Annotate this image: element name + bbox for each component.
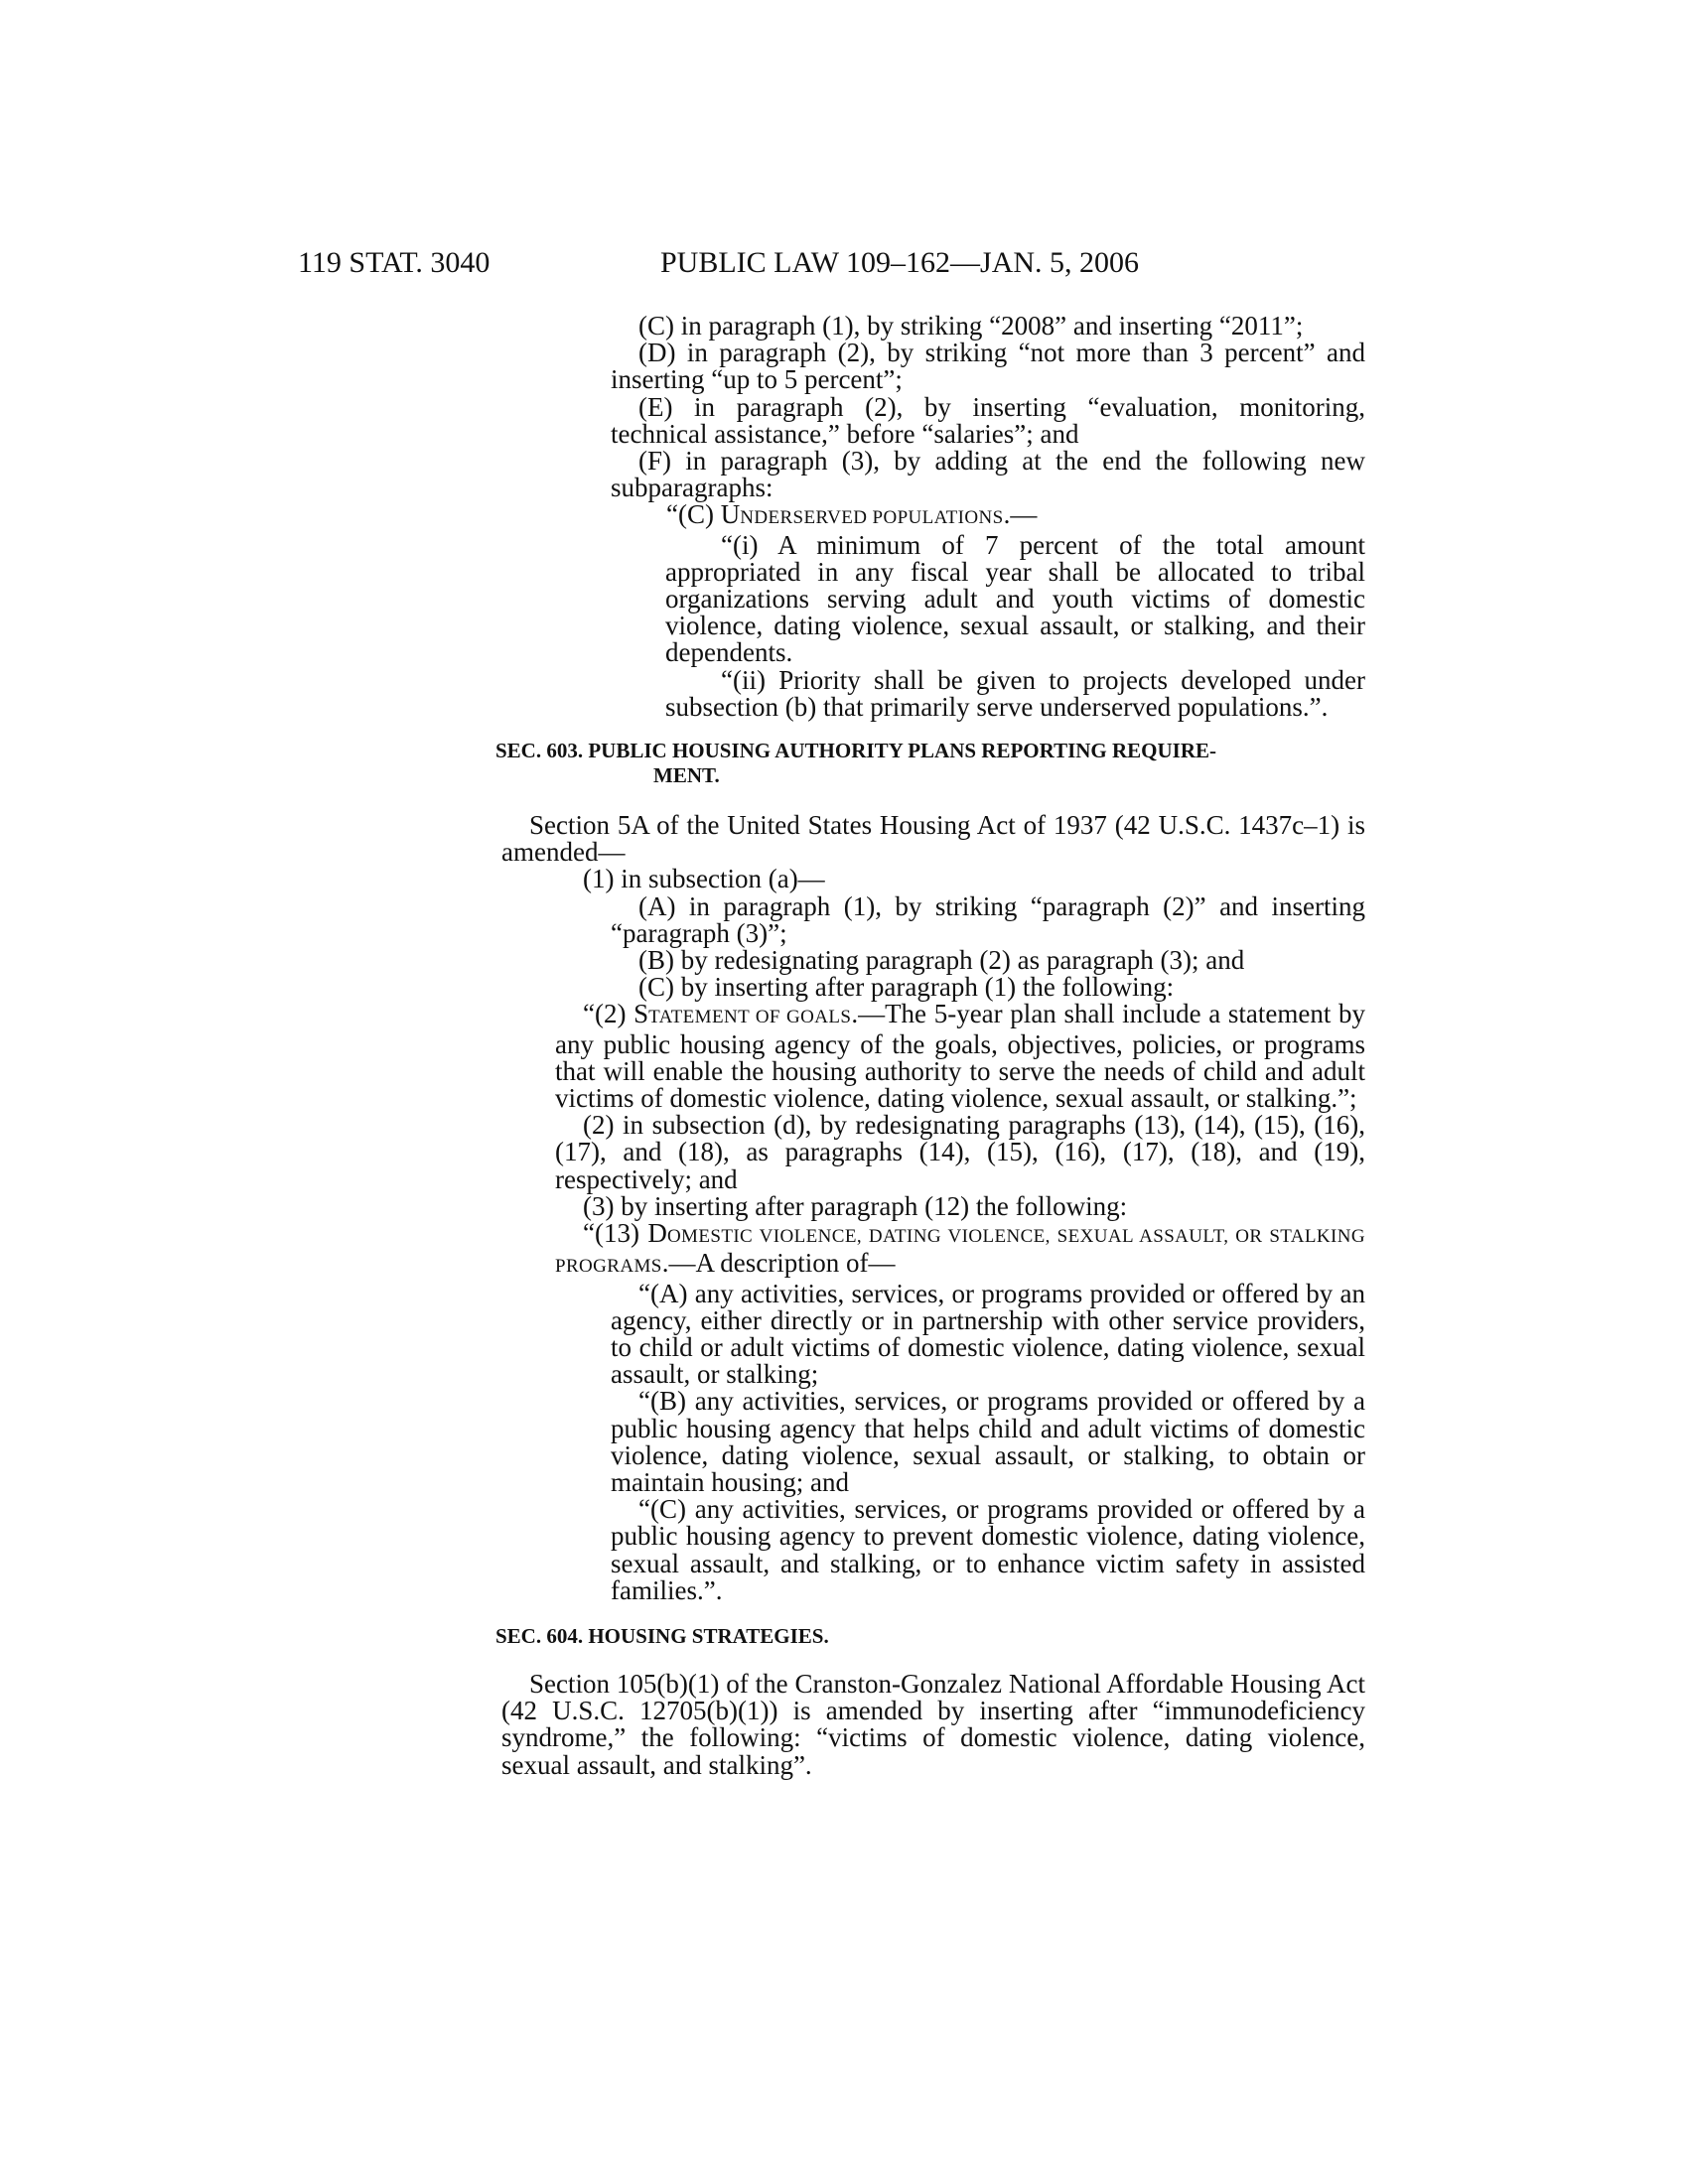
page-header — [0, 246, 1688, 286]
paragraph-3: (3) by inserting after paragraph (12) the following: — [583, 1190, 1128, 1221]
paragraph-1-c: (C) by inserting after paragraph (1) the following: — [638, 972, 1175, 1003]
section-603-heading: SEC. 603. PUBLIC HOUSING AUTHORITY PLANS REPORTING REQUIRE- MENT. — [495, 739, 1217, 788]
section-604-heading: SEC. 604. HOUSING STRATEGIES. — [495, 1623, 829, 1648]
paragraph-1: (1) in subsection (a)— — [583, 864, 825, 894]
paragraph-1-a: (A) in paragraph (1), by striking “paragraph (2)” and inserting “paragraph (3)”; — [611, 890, 1365, 948]
statute-page-number: 119 STAT. 3040 — [298, 246, 491, 279]
section-603-intro: Section 5A of the United States Housing Act of 1937 (42 U.S.C. 1437c–1) is amended— — [501, 810, 1365, 868]
running-title: PUBLIC LAW 109–162—JAN. 5, 2006 — [660, 246, 1140, 279]
subparagraph-d: (D) in paragraph (2), by striking “not more than 3 percent” and inserting “up to 5 percent”; — [611, 338, 1365, 395]
program-c: “(C) any activities, services, or programs provided or offered by a public housing agency to prevent domestic violence, dating violence, sexual assault, and stalking, or to enhance victim safety in assisted families.”. — [611, 1494, 1365, 1605]
document-body — [495, 311, 1366, 1780]
statement-of-goals: “(2) STATEMENT OF GOALS.—The 5-year plan shall include a statement by any public housing agency of the goals, objectives, policies, or programs that will enable the housing authority to serve the needs of child and adult victims of domestic violence, dating violence, sexual assault, or stalking.”; — [555, 999, 1366, 1114]
clause-i: “(i) A minimum of 7 percent of the total amount appropriated in any fiscal year shall be allocated to tribal organizations serving adult and youth victims of domestic violence, dating violence, sexual assault, or stalking, and their dependents. — [665, 529, 1365, 668]
program-b: “(B) any activities, services, or programs provided or offered by a public housing agency that helps child and adult victims of domestic violence, dating violence, sexual assault, or stalking, to obtain or maintain housing; and — [611, 1386, 1365, 1497]
subparagraph-e: (E) in paragraph (2), by inserting “evaluation, monitoring, technical assistance,” before “salaries”; and — [611, 391, 1365, 449]
paragraph-1-b: (B) by redesignating paragraph (2) as paragraph (3); and — [638, 945, 1245, 976]
subparagraph-c: (C) in paragraph (1), by striking “2008” and inserting “2011”; — [638, 311, 1304, 341]
clause-ii: “(ii) Priority shall be given to projects developed under subsection (b) that primarily serve underserved populations.”. — [665, 664, 1365, 722]
subparagraph-f: (F) in paragraph (3), by adding at the end the following new subparagraphs: — [611, 446, 1365, 503]
underserved-heading: “(C) UNDERSERVED POPULATIONS.— — [666, 499, 1038, 530]
program-a: “(A) any activities, services, or programs provided or offered by an agency, either directly or in partnership with other service providers, to child or adult victims of domestic violence, dating violence, sexual assault, or stalking; — [611, 1278, 1365, 1390]
domestic-violence-programs: “(13) DOMESTIC VIOLENCE, DATING VIOLENCE, SEXUAL ASSAULT, OR STALKING PROGRAMS.—A description of— — [555, 1218, 1366, 1279]
paragraph-2: (2) in subsection (d), by redesignating paragraphs (13), (14), (15), (16), (17), and (18), as paragraphs (14), (15), (16), (17), (18), and (19), respectively; and — [555, 1110, 1365, 1194]
section-604-text: Section 105(b)(1) of the Cranston-Gonzalez National Affordable Housing Act (42 U.S.C. 12705(b)(1)) is amended by inserting after “immunodeficiency syndrome,” the following: “victims of domestic violence, dating violence, sexual assault, and stalking”. — [501, 1668, 1365, 1780]
